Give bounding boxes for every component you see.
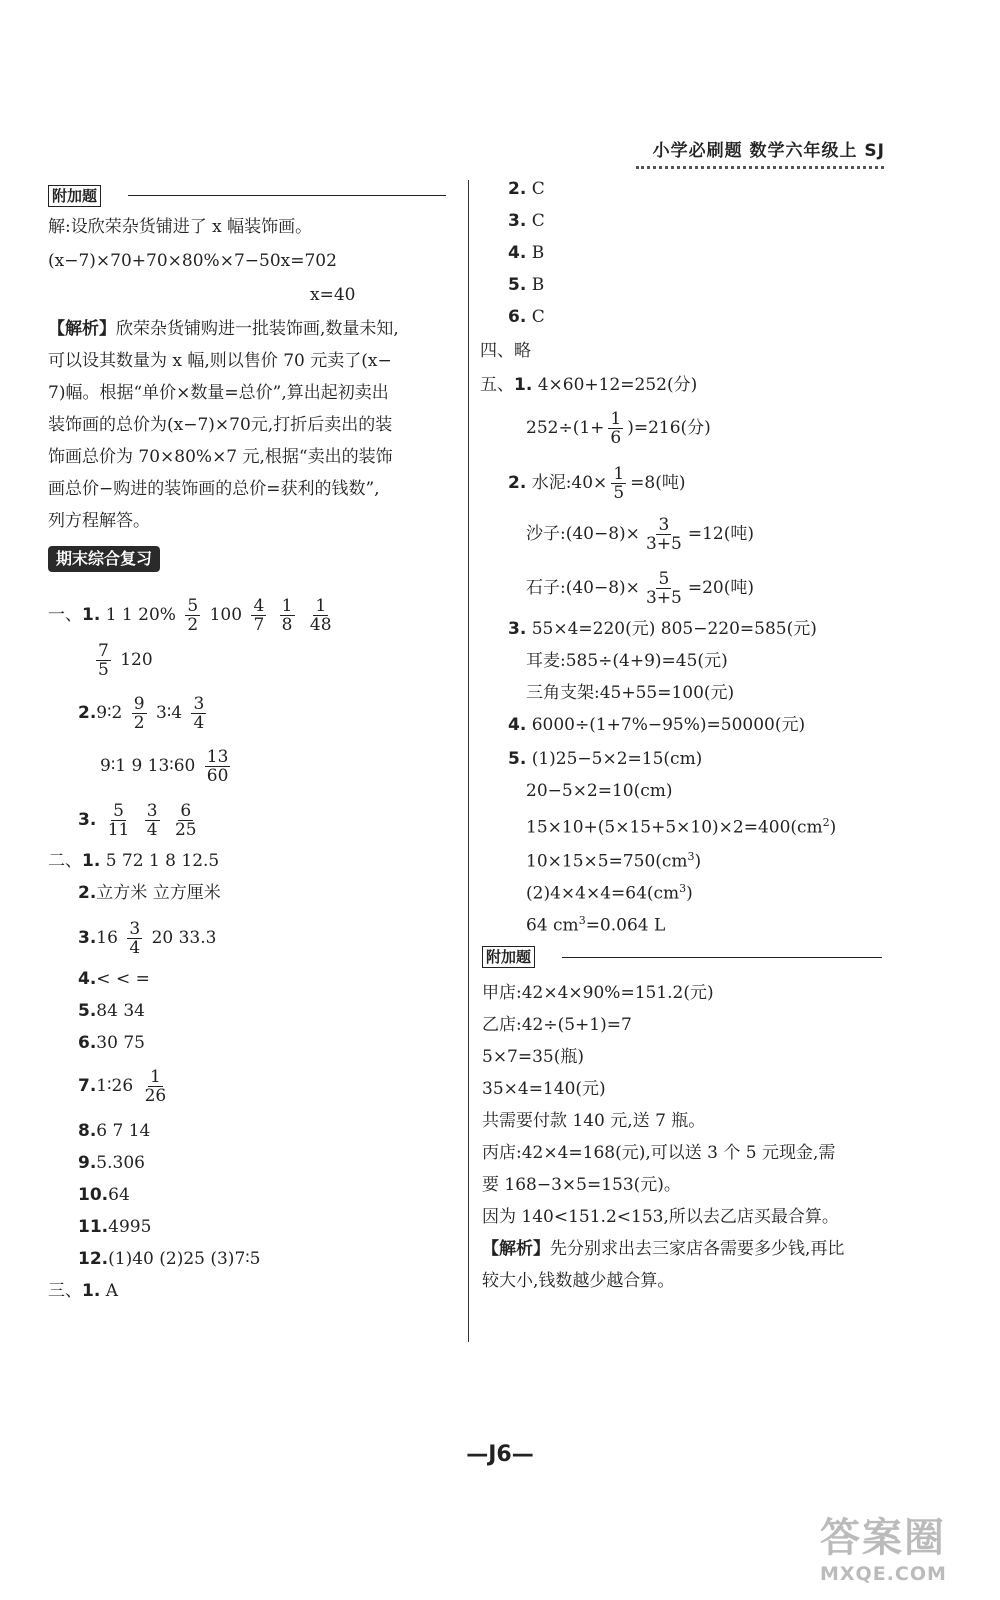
- answer-3-4: [508, 242, 544, 264]
- q-num: 4.: [508, 715, 527, 735]
- fraction: $\frac{5}{11}$: [107, 801, 130, 840]
- answer-5-1: [480, 374, 697, 396]
- analysis-line-4: 装饰画的总价为(x−7)×70元,打折后卖出的装: [48, 415, 393, 435]
- answer-text: 84 34: [96, 1001, 145, 1021]
- section-1-label: 一、: [48, 605, 82, 625]
- answer-4: 四、略: [480, 341, 531, 361]
- q-num: 9.: [78, 1153, 97, 1173]
- answer-5-5-b: 20−5×2=10(cm): [526, 781, 673, 801]
- extra-line-1: 甲店:42×4×90%=151.2(元): [482, 983, 714, 1003]
- answer-5-2-a: [508, 465, 685, 502]
- answer-text: 5.306: [96, 1153, 145, 1173]
- q-num: 6.: [78, 1033, 97, 1053]
- extra-analysis-1: [482, 1238, 844, 1260]
- answer-text: B: [531, 275, 545, 295]
- section-rule: [562, 957, 882, 958]
- fraction: $\frac{3}{4}$: [193, 694, 205, 733]
- analysis-line-7: 列方程解答。: [48, 511, 150, 531]
- answer-text: 64: [108, 1185, 130, 1205]
- q-num: 3.: [78, 928, 97, 948]
- answer-2-11: [78, 1216, 151, 1238]
- answer-text: 9∶1 9 13∶60: [100, 756, 196, 776]
- analysis-text: 先分别求出去三家店各需要多少钱,再比: [550, 1239, 845, 1259]
- fraction: $\frac{5}{2}$: [187, 596, 199, 635]
- section-3-label: 三、: [48, 1281, 82, 1301]
- answer-2-4: [78, 968, 150, 990]
- answer-5-5-f: 64 $cm^3=0.064$ L: [526, 914, 666, 936]
- q-num: 1.: [82, 851, 101, 871]
- q-num: 2.: [78, 883, 97, 903]
- q-num: 8.: [78, 1121, 97, 1141]
- answer-2-12: [78, 1248, 261, 1270]
- answer-5-5-e: $(2)4\times 4\times 4=64(cm^3)$: [526, 882, 693, 904]
- answer-text: 252÷(1+: [526, 418, 605, 438]
- answer-3-5: [508, 274, 544, 296]
- extra-line-5: 共需要付款 140 元,送 7 瓶。: [482, 1111, 706, 1131]
- extra-line-2: 乙店:42÷(5+1)=7: [482, 1015, 632, 1035]
- analysis-line-1: [48, 318, 399, 340]
- answer-text: 1 1 20%: [105, 605, 176, 625]
- q-num: 12.: [78, 1249, 109, 1269]
- watermark-logo: [820, 1506, 988, 1592]
- answer-text: 4×60+12=252(分): [537, 375, 698, 395]
- answer-text: 100: [209, 605, 243, 625]
- fraction: $\frac{1}{5}$: [613, 464, 625, 503]
- analysis-line-3: 7)幅。根据“单价×数量=总价”,算出起初卖出: [48, 383, 389, 403]
- watermark-top: 答案圈: [820, 1515, 946, 1561]
- equation: (x−7)×70+70×80%×7−50x=702: [48, 251, 337, 271]
- answer-text: 水泥:40×: [531, 473, 608, 493]
- answer-text: 55×4=220(元) 805−220=585(元): [531, 619, 817, 639]
- watermark-bottom: MXQE.COM: [820, 1563, 947, 1585]
- fraction: $\frac{3}{4}$: [146, 801, 158, 840]
- analysis-label: 【解析】: [48, 319, 116, 339]
- answer-1-3: [78, 802, 203, 839]
- answer-text: 9∶2: [96, 703, 123, 723]
- answer-2-8: [78, 1120, 150, 1142]
- answer-5-3-a: [508, 618, 817, 640]
- answer-text: A: [105, 1281, 118, 1301]
- answer-2-1: [48, 850, 219, 872]
- solution-intro: 解:设欣荣杂货铺进了 x 幅装饰画。: [48, 217, 313, 237]
- answer-2-9: [78, 1152, 145, 1174]
- q-num: 3.: [508, 619, 527, 639]
- q-num: 3.: [508, 211, 527, 231]
- analysis-line-6: 画总价−购进的装饰画的总价=获利的钱数”,: [48, 479, 380, 499]
- fraction: $\frac{3}{4}$: [129, 919, 141, 958]
- answer-5-5-d: $10\times 15\times 5=750(cm^3)$: [526, 850, 702, 872]
- analysis-text: 欣荣杂货铺购进一批装饰画,数量未知,: [116, 319, 399, 339]
- fraction: $\frac{3}{3+5}$: [645, 515, 682, 554]
- answer-1-1-cont: [92, 642, 153, 679]
- extra-line-4: 35×4=140(元): [482, 1079, 606, 1099]
- answer-text: 4995: [108, 1217, 152, 1237]
- answer-2-2: [78, 882, 221, 904]
- answer-2-6: [78, 1032, 145, 1054]
- answer-text: 沙子:(40−8)×: [526, 524, 640, 544]
- answer-text: C: [531, 179, 545, 199]
- answer-5-4: [508, 714, 805, 736]
- section-rule: [128, 195, 446, 196]
- fraction: $\frac{1}{6}$: [610, 409, 622, 448]
- q-num: 3.: [78, 810, 97, 830]
- answer-2-5: [78, 1000, 145, 1022]
- answer-text: 20 33.3: [151, 928, 217, 948]
- answer-3-6: [508, 306, 545, 328]
- fraction: $\frac{1}{48}$: [309, 596, 332, 635]
- q-num: 5.: [78, 1001, 97, 1021]
- q-num: 11.: [78, 1217, 109, 1237]
- answer-text: 5 72 1 8 12.5: [105, 851, 220, 871]
- extra-line-3: 5×7=35(瓶): [482, 1047, 585, 1067]
- analysis-label: 【解析】: [482, 1239, 550, 1259]
- answer-5-5-a: [508, 748, 702, 770]
- answer-text: 120: [120, 650, 153, 670]
- q-num: 1.: [82, 605, 101, 625]
- page-number: —J6—: [466, 1442, 534, 1467]
- q-num: 2.: [78, 703, 97, 723]
- q-num: 1.: [514, 375, 533, 395]
- answer-text: B: [531, 243, 545, 263]
- fraction: $\frac{7}{5}$: [98, 641, 109, 680]
- answer-5-5-c: $15\times 10+(5\times 15+5\times 10)\times 2=400(cm^2)$: [526, 816, 837, 838]
- q-num: 4.: [78, 969, 97, 989]
- answer-3-1: [48, 1280, 118, 1302]
- equation-result: x=40: [310, 285, 356, 305]
- answer-2-3: [78, 920, 216, 957]
- extra-line-8: 因为 140<151.2<153,所以去乙店买最合算。: [482, 1207, 839, 1227]
- fraction: $\frac{13}{60}$: [206, 747, 229, 786]
- answer-5-3-b: 耳麦:585÷(4+9)=45(元): [526, 651, 728, 671]
- fraction: $\frac{4}{7}$: [253, 596, 265, 635]
- running-header: 小学必刷题 数学六年级上 SJ: [652, 141, 885, 161]
- answer-2-7: [78, 1068, 172, 1105]
- fujia-tag: 附加题: [48, 185, 101, 207]
- q-num: 7.: [78, 1076, 97, 1096]
- q-num: 5.: [508, 275, 527, 295]
- fujia-tag: 附加题: [482, 946, 535, 968]
- answer-1-2-cont: [100, 748, 234, 785]
- answer-text: )=216(分): [627, 418, 711, 438]
- answer-text: 16: [96, 928, 118, 948]
- answer-3-2: [508, 178, 545, 200]
- answer-text: (1)25−5×2=15(cm): [531, 749, 703, 769]
- analysis-line-2: 可以设其数量为 x 幅,则以售价 70 元卖了(x−: [48, 351, 392, 371]
- answer-text: =8(吨): [630, 473, 686, 493]
- answer-text: 3∶4: [156, 703, 183, 723]
- section-tag-fujia: [48, 185, 103, 207]
- answer-text: 30 75: [96, 1033, 145, 1053]
- fraction: $\frac{6}{25}$: [174, 801, 197, 840]
- answer-text: C: [531, 211, 545, 231]
- answer-5-3-c: 三角支架:45+55=100(元): [526, 683, 735, 703]
- answer-text: 石子:(40−8)×: [526, 578, 640, 598]
- answer-text: 1∶26: [96, 1076, 134, 1096]
- answer-text: 6 7 14: [96, 1121, 151, 1141]
- q-num: 10.: [78, 1185, 109, 1205]
- section-tag-fujia-right: [482, 946, 537, 968]
- answer-text: =20(吨): [687, 578, 754, 598]
- answer-text: < < =: [96, 969, 150, 989]
- fraction: $\frac{1}{8}$: [281, 596, 293, 635]
- fraction: $\frac{9}{2}$: [133, 694, 145, 733]
- answer-1-1: [48, 597, 338, 634]
- answer-2-10: [78, 1184, 130, 1206]
- review-tag: 期末综合复习: [48, 546, 160, 572]
- analysis-line-5: 饰画总价为 70×80%×7 元,根据“卖出的装饰: [48, 447, 393, 467]
- q-num: 2.: [508, 179, 527, 199]
- q-num: 4.: [508, 243, 527, 263]
- answer-text: 6000÷(1+7%−95%)=50000(元): [531, 715, 806, 735]
- answer-text: =12(吨): [687, 524, 754, 544]
- header-dotted-rule: [636, 166, 884, 169]
- extra-line-6: 丙店:42×4=168(元),可以送 3 个 5 元现金,需: [482, 1143, 836, 1163]
- extra-line-7: 要 168−3×5=153(元)。: [482, 1175, 681, 1195]
- answer-5-2-c: [526, 570, 754, 607]
- answer-5-1-b: [526, 410, 711, 447]
- answer-text: (1)40 (2)25 (3)7∶5: [108, 1249, 261, 1269]
- q-num: 6.: [508, 307, 527, 327]
- fraction: $\frac{5}{3+5}$: [645, 569, 682, 608]
- column-divider: [468, 180, 469, 1342]
- answer-5-2-b: [526, 516, 754, 553]
- answer-1-2: [78, 695, 210, 732]
- fraction: $\frac{1}{26}$: [144, 1067, 167, 1106]
- q-num: 1.: [82, 1281, 101, 1301]
- answer-text: C: [531, 307, 545, 327]
- q-num: 2.: [508, 473, 527, 493]
- answer-3-3: [508, 210, 545, 232]
- extra-analysis-2: 较大小,钱数越少越合算。: [482, 1271, 675, 1291]
- q-num: 5.: [508, 749, 527, 769]
- answer-text: 立方米 立方厘米: [96, 883, 221, 903]
- section-2-label: 二、: [48, 851, 82, 871]
- section-5-label: 五、: [480, 375, 514, 395]
